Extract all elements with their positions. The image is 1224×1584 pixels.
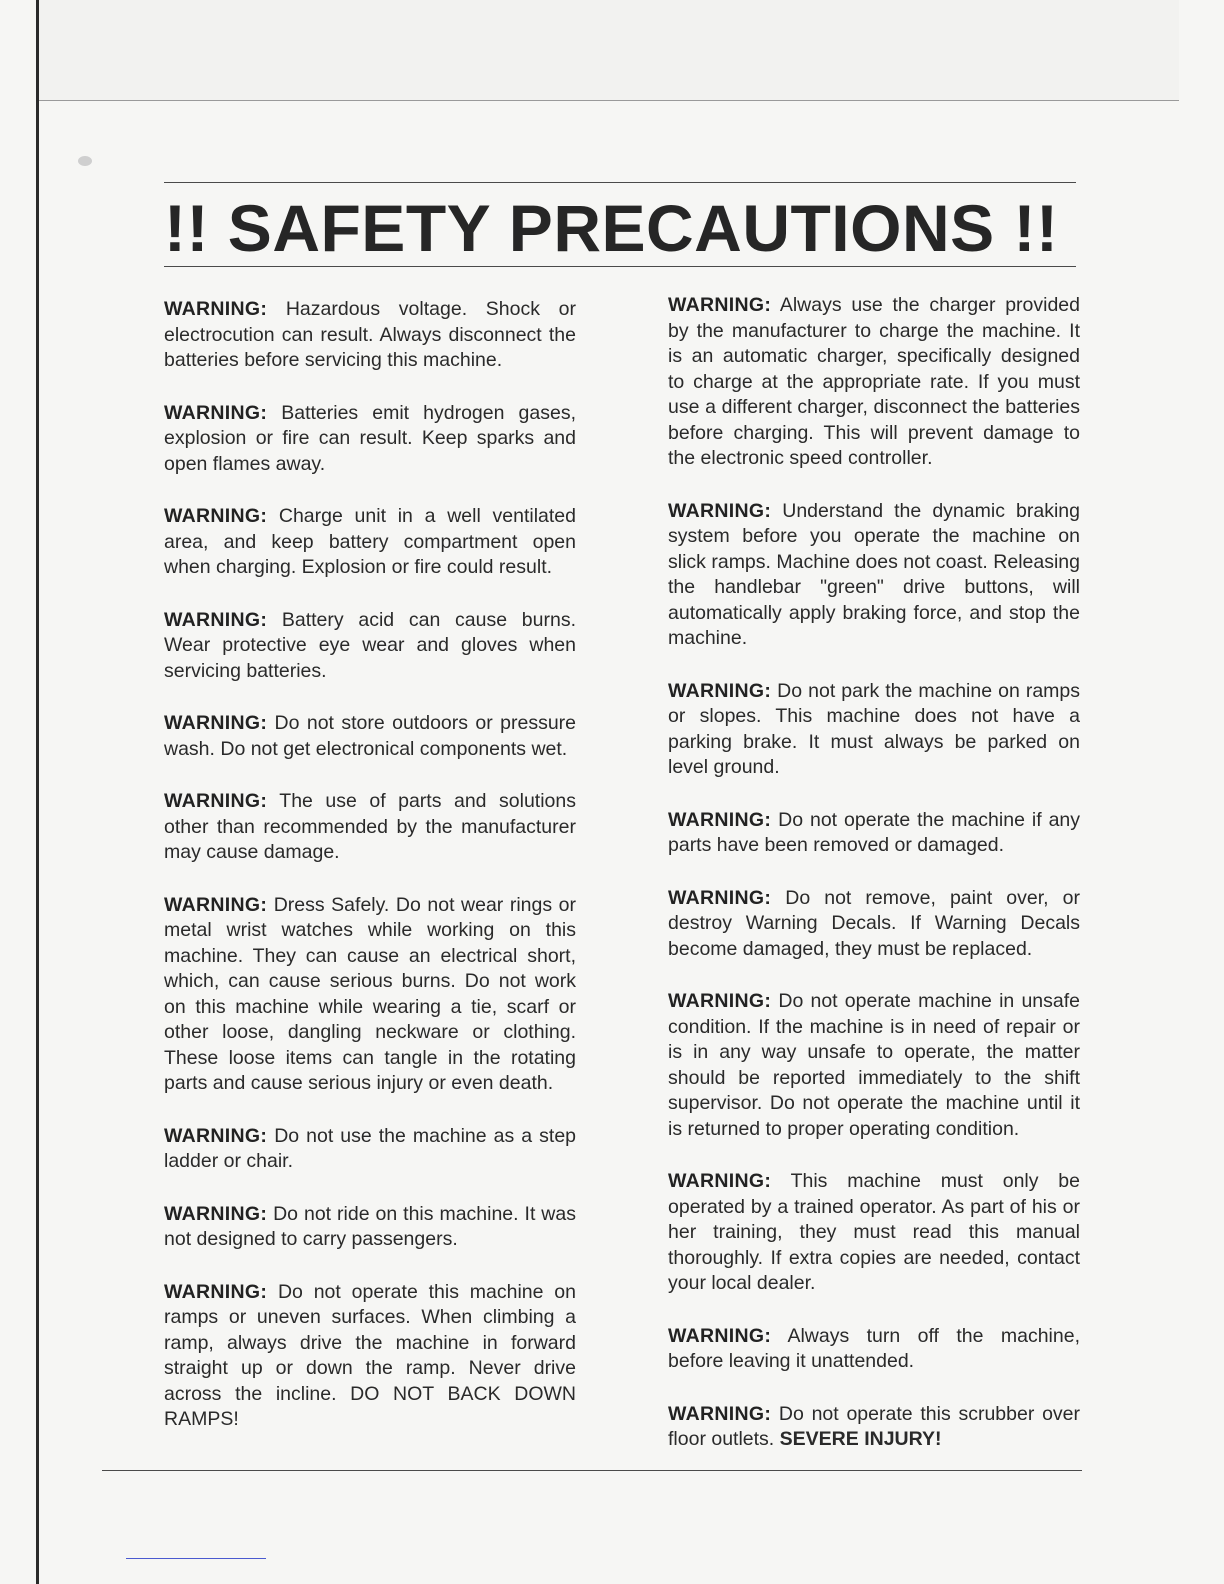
warning-text: Do not operate the machine if any parts have been removed or damaged. [668, 808, 1081, 856]
warning-label: WARNING: [164, 1124, 268, 1147]
warning-item [668, 499, 1080, 652]
left-warnings-column [164, 297, 576, 1433]
warning-label: WARNING: [668, 1324, 772, 1347]
warning-text: Batteries emit hydrogen gases, explosion or fire can result. Keep sparks and open flames away. [164, 401, 576, 475]
warning-label: WARNING: [164, 1202, 268, 1225]
warning-item [164, 893, 576, 1097]
warning-item [668, 989, 1080, 1142]
page-left-edge [36, 0, 39, 1584]
warning-text: The use of parts and solutions other than recommended by the manufacturer may cause damage. [164, 790, 576, 863]
warning-label: WARNING: [164, 1280, 268, 1303]
warning-emphasis: SEVERE INJURY! [779, 1428, 942, 1450]
warning-text: Always use the charger provided by the manufacturer to charge the machine. It is an automatic charger, specifically designed to charge at the appropriate rate. If you must use a different charger, disconnect the batteries before charging. This will prevent damage to the electronic speed controller. [668, 294, 1081, 469]
footer-rule [102, 1470, 1082, 1471]
warning-label: WARNING: [668, 1170, 772, 1192]
warning-text: Do not use the machine as a step ladder or chair. [164, 1124, 577, 1172]
title-rule-bottom [164, 266, 1076, 267]
scan-speck [78, 156, 92, 166]
warning-item [164, 504, 576, 581]
warning-label: WARNING: [668, 990, 772, 1012]
warning-text: This machine must only be operated by a trained operator. As part of his or her training, they must read this manual thoroughly. If extra copies are needed, contact your local dealer. [668, 1170, 1080, 1294]
warning-label: WARNING: [668, 886, 772, 909]
warning-label: WARNING: [164, 893, 268, 916]
warning-text: Hazardous voltage. Shock or electrocution can result. Always disconnect the batteries before servicing this machine. [164, 298, 576, 371]
warning-text: Battery acid can cause burns. Wear protective eye wear and gloves when servicing batteries. [164, 608, 577, 682]
warning-text: Do not operate this machine on ramps or uneven surfaces. When climbing a ramp, always drive the machine in forward straight up or down the ramp. Never drive across the incline. DO NOT BACK DOWN RAMPS! [164, 1280, 576, 1430]
warning-label: WARNING: [164, 298, 268, 320]
title-rule-top [164, 182, 1076, 183]
warning-item [668, 1324, 1080, 1375]
warning-text: Do not store outdoors or pressure wash. Do not get electronical components wet. [164, 712, 576, 760]
warning-label: WARNING: [668, 1402, 772, 1425]
warning-label: WARNING: [668, 499, 772, 522]
warning-text: Charge unit in a well ventilated area, and keep battery compartment open when charging. Explosion or fire could result. [164, 505, 576, 578]
warning-text: Do not operate this scrubber over floor outlets. [668, 1402, 1081, 1450]
warning-item [668, 679, 1080, 781]
footer-link-underline [126, 1558, 266, 1559]
scan-top-band [39, 0, 1179, 100]
warning-text: Do not remove, paint over, or destroy Warning Decals. If Warning Decals become damaged, they must be replaced. [668, 886, 1081, 960]
warning-item [164, 1124, 576, 1175]
warning-label: WARNING: [668, 679, 772, 702]
warning-item [164, 711, 576, 762]
warning-item [164, 401, 576, 478]
right-warnings-column [668, 293, 1080, 1453]
warning-item [668, 293, 1080, 472]
warning-item [668, 1402, 1080, 1453]
warning-text: Do not ride on this machine. It was not designed to carry passengers. [164, 1202, 576, 1250]
warning-label: WARNING: [164, 608, 268, 631]
page-title: !! SAFETY PRECAUTIONS !! [164, 191, 1059, 265]
warning-label: WARNING: [164, 401, 268, 424]
warning-item [164, 1202, 576, 1253]
warning-item [668, 886, 1080, 963]
warning-item [668, 808, 1080, 859]
warning-item [164, 608, 576, 685]
warning-item [668, 1169, 1080, 1297]
scan-top-band-edge [39, 100, 1179, 101]
warning-label: WARNING: [164, 790, 268, 812]
warning-text: Do not operate machine in unsafe condition. If the machine is in need of repair or is in any way unsafe to operate, the matter should be reported immediately to the shift supervisor. Do not operate the machine until it is returned to proper operating condition. [668, 990, 1080, 1140]
warning-text: Do not park the machine on ramps or slopes. This machine does not have a parking brake. It must always be parked on level ground. [668, 679, 1080, 778]
warning-item [164, 1280, 576, 1433]
warning-label: WARNING: [164, 505, 268, 527]
warning-text: Dress Safely. Do not wear rings or metal wrist watches while working on this machine. They can cause an electrical short, which, can cause serious burns. Do not work on this machine while wearing a tie, scarf or other loose, dangling neckware or clothing. These loose items can tangle in the rotating parts and cause serious injury or even death. [164, 893, 577, 1094]
warning-text: Understand the dynamic braking system before you operate the machine on slick ramps. Machine does not coast. Releasing the handlebar "green" drive buttons, will automatically apply braking force, and stop the machine. [668, 499, 1080, 649]
warning-label: WARNING: [164, 712, 268, 734]
warning-text: Always turn off the machine, before leaving it unattended. [668, 1324, 1080, 1372]
warning-item [164, 789, 576, 866]
warning-label: WARNING: [668, 294, 772, 316]
warning-item [164, 297, 576, 374]
warning-label: WARNING: [668, 808, 772, 831]
